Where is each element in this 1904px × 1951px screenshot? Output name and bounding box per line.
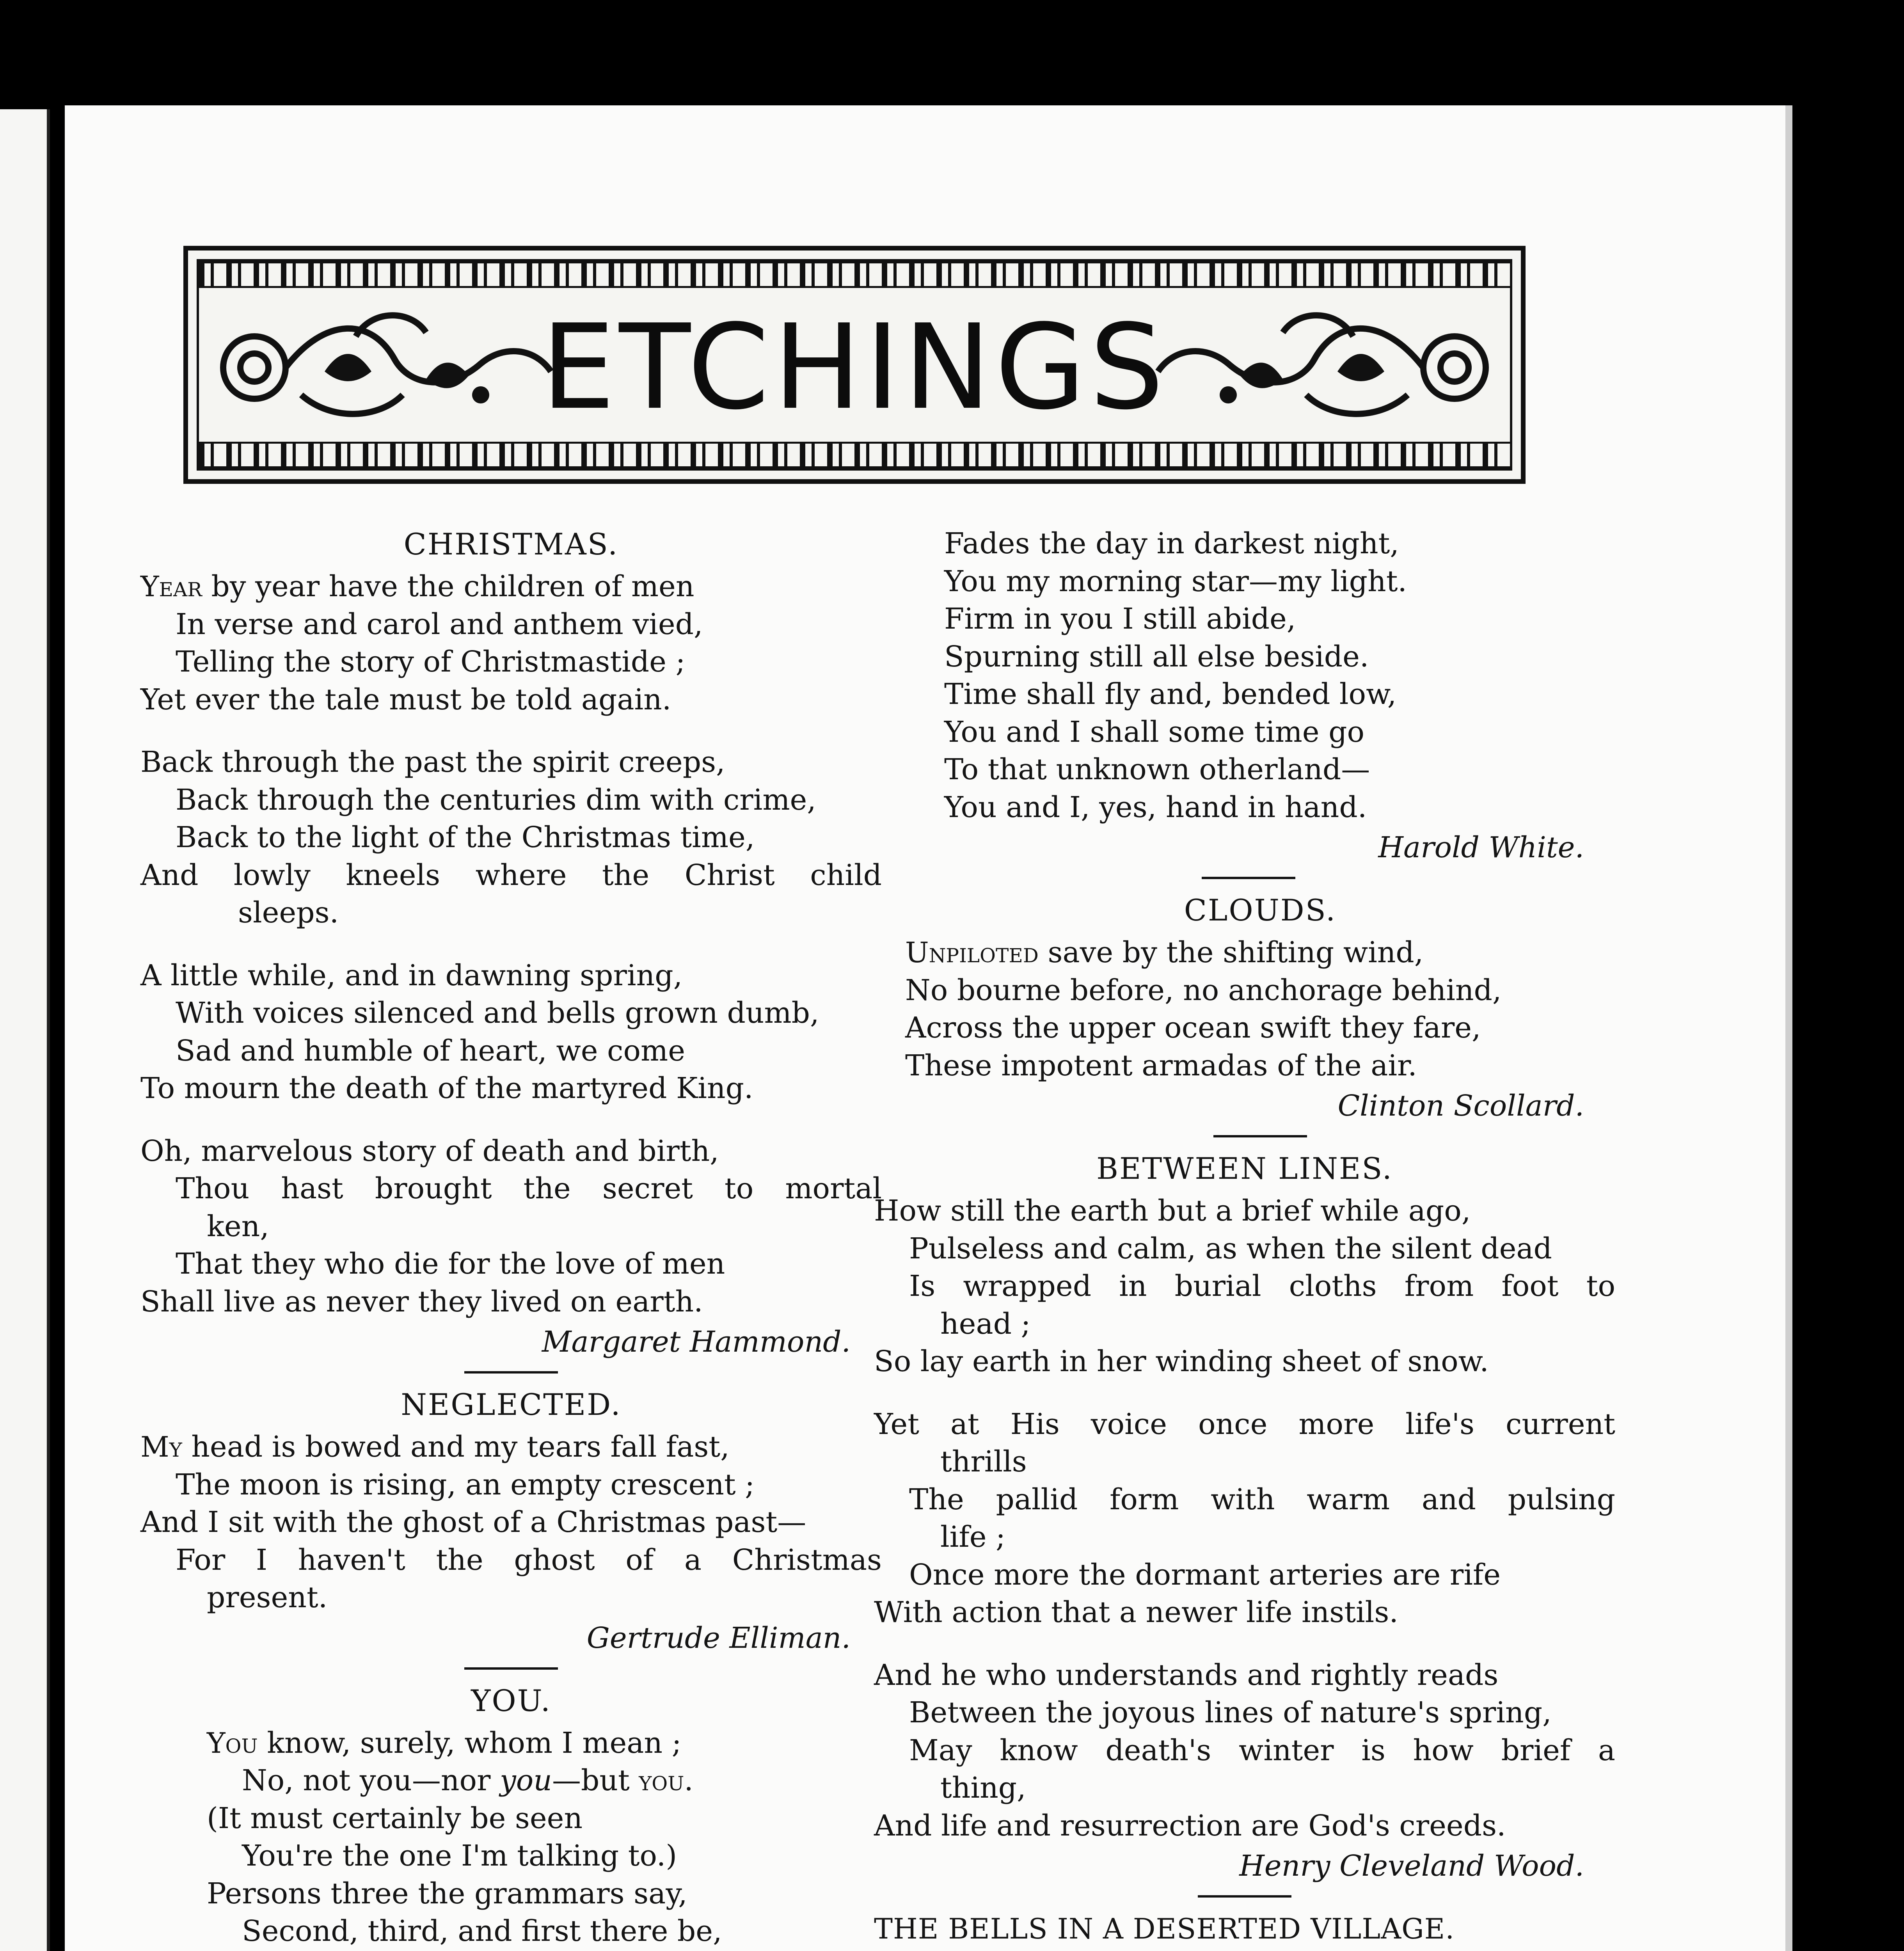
verse-line: For I haven't the ghost of a Christmas [176,1543,882,1577]
stanza [140,957,882,1107]
section-divider [1213,1135,1307,1137]
verse-line: To mourn the death of the martyred King. [140,1071,753,1105]
emphasis: you [499,1764,552,1797]
banner-border-strip-bottom [199,442,1510,468]
verse-line: Second, third, and first there be, [242,1914,722,1948]
verse-line: Yet ever the tale must be told again. [140,682,671,716]
verse-line: That they who die for the love of men [176,1247,725,1281]
poem-christmas [140,525,882,1374]
verse-line: Oh, marvelous story of death and birth, [140,1134,719,1168]
drop-word: You [207,1726,258,1759]
poem-author: Harold White. [1378,831,1584,864]
section-title: ETCHINGS [541,299,1168,435]
etchings-banner [183,246,1526,484]
section-divider [464,1371,558,1374]
verse-line: You and I shall some time go [944,715,1365,749]
verse-text: No, not you—nor [242,1764,500,1797]
poem-between-lines [874,1149,1615,1898]
verse-line: The pallid form with warm and pulsing [909,1482,1615,1516]
verse-line: Back to the light of the Christmas time, [176,821,755,854]
stanza [140,1132,882,1321]
stanza [874,1406,1615,1631]
verse-line: Firm in you I still abide, [944,602,1296,636]
verse-line: You're the one I'm talking to.) [242,1839,677,1873]
verse-line: Sad and humble of heart, we come [176,1034,686,1068]
verse-line: thrills [940,1445,1027,1478]
poem-title: YOU. [471,1683,551,1718]
stanza [140,743,882,932]
verse-line: And he who understands and rightly reads [874,1658,1499,1692]
poem-title: NEGLECTED. [401,1387,622,1422]
verse-line: You my morning star—my light. [944,564,1407,598]
verse-line: (It must certainly be seen [207,1801,583,1835]
section-divider [464,1667,558,1670]
banner-border-strip-top [199,261,1510,288]
verse-text: by year have the children of men [202,570,694,603]
poem-clouds [874,891,1615,1137]
poem-bells [874,1909,1615,1951]
poem-title: CLOUDS. [1184,893,1337,928]
verse-line: Is wrapped in burial cloths from foot to [909,1269,1615,1303]
poem-title: BETWEEN LINES. [1096,1151,1393,1186]
emphasis: you [639,1764,684,1797]
verse-text: save by the shifting wind, [1038,936,1424,969]
poem-title: THE BELLS IN A DESERTED VILLAGE. [874,1912,1455,1945]
verse-line: How still the earth but a brief while ago, [874,1194,1471,1228]
stanza [874,1656,1615,1845]
verse-line: Across the upper ocean swift they fare, [905,1011,1481,1045]
verse-line: Time shall fly and, bended low, [944,677,1397,711]
verse-line: Back through the centuries dim with crime, [176,783,816,817]
verse-line: And I sit with the ghost of a Christmas past— [140,1505,806,1539]
section-divider [1202,877,1295,879]
verse-line: May know death's winter is how brief a [909,1733,1615,1767]
verse-line [207,1724,882,1762]
verse-line: And life and resurrection are God's creeds. [874,1809,1506,1843]
verse-line: Shall live as never they lived on earth. [140,1285,703,1318]
verse-line: Thou hast brought the secret to mortal [176,1172,882,1205]
verse-line: Spurning still all else beside. [944,640,1369,673]
verse-line: The moon is rising, an empty crescent ; [176,1468,755,1501]
verse-line: thing, [940,1771,1026,1805]
section-divider [1198,1895,1291,1898]
drop-word: My [140,1430,182,1463]
verse-line: You and I, yes, hand in hand. [944,790,1367,824]
verse-line: sleeps. [238,896,339,929]
verse-line [140,568,882,606]
poem-you-continued [874,525,1615,879]
verse-line: Back through the past the spirit creeps, [140,745,725,779]
left-column [140,525,882,1951]
stanza [874,1192,1615,1381]
verse-line: Telling the story of Christmastide ; [176,645,686,679]
verse-text: . [684,1764,693,1797]
verse-line: A little while, and in dawning spring, [140,958,683,992]
verse-line: ken, [207,1209,269,1243]
poem-author: Gertrude Elliman. [586,1621,851,1655]
right-column [874,525,1615,1951]
verse-line: So lay earth in her winding sheet of snow. [874,1345,1489,1378]
verse-line: Persons three the grammars say, [207,1876,687,1910]
verse-line [207,1762,882,1800]
verse-text: know, surely, whom I mean ; [258,1726,682,1760]
stanza [140,568,882,718]
verse-line [905,934,1615,972]
verse-line: present. [207,1581,328,1614]
poem-title: CHRISTMAS. [403,527,619,561]
verse-line [140,1428,882,1466]
page-edge [1785,105,1792,1951]
verse-line: Fades the day in darkest night, [944,527,1399,560]
drop-word: Year [140,570,202,603]
verse-line: head ; [940,1307,1031,1341]
verse-line: To that unknown otherland— [944,753,1370,786]
verse-line: With voices silenced and bells grown dumb, [176,996,819,1030]
verse-line: In verse and carol and anthem vied, [176,607,703,641]
verse-text: —but [552,1764,639,1797]
poem-author: Margaret Hammond. [542,1325,851,1359]
verse-line: No bourne before, no anchorage behind, [905,973,1502,1007]
poem-author: Henry Cleveland Wood. [1239,1849,1584,1883]
verse-text: head is bowed and my tears fall fast, [182,1430,730,1464]
verse-line: And lowly kneels where the Christ child [140,858,882,892]
verse-line: With action that a newer life instils. [874,1596,1398,1629]
verse-line: Between the joyous lines of nature's spring, [909,1696,1552,1729]
verse-line: Pulseless and calm, as when the silent dead [909,1231,1552,1265]
poem-neglected [140,1385,882,1670]
facing-page-edge [0,109,50,1951]
poem-author: Clinton Scollard. [1337,1089,1584,1123]
verse-line: These impotent armadas of the air. [905,1048,1417,1082]
verse-line: Yet at His voice once more life's current [874,1407,1615,1441]
drop-word: Unpiloted [905,936,1039,969]
verse-line: life ; [940,1520,1005,1554]
verse-line: Once more the dormant arteries are rife [909,1558,1501,1592]
poem-you [140,1681,882,1951]
